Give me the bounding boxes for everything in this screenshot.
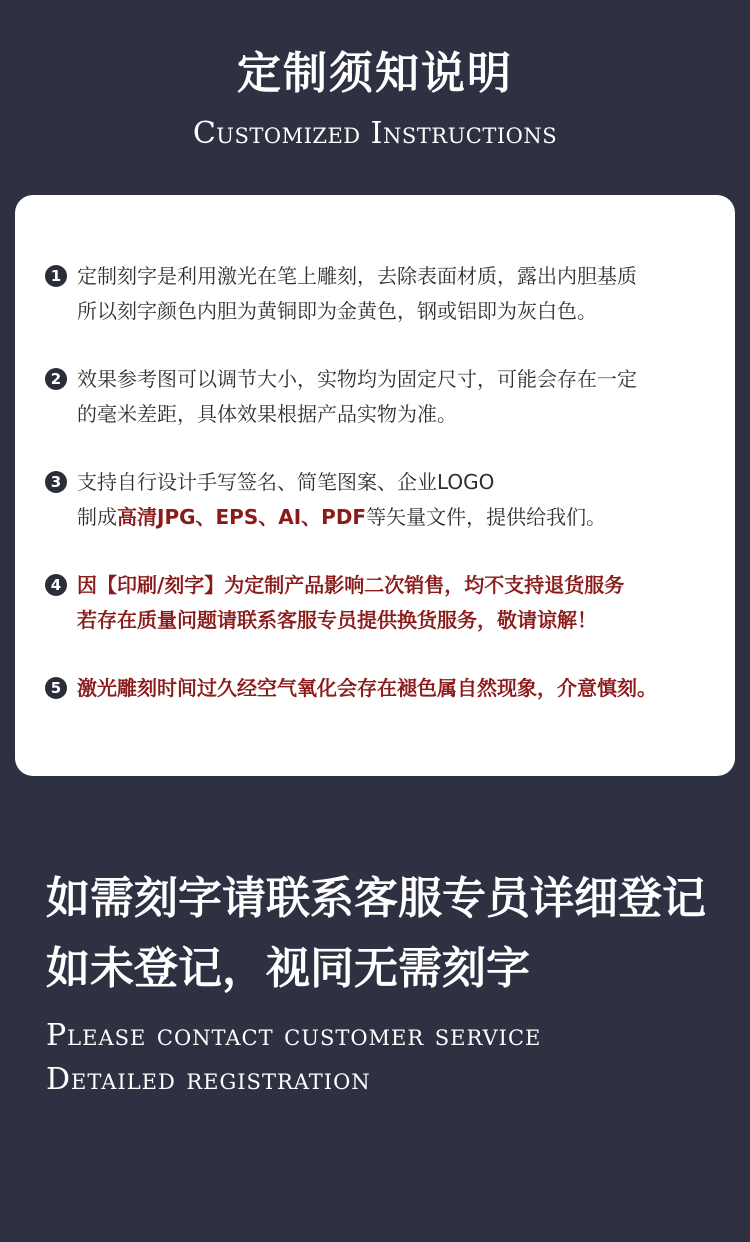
instruction-3-line-2-post: 等矢量文件，提供给我们。 xyxy=(366,505,607,529)
instruction-4-line-2: 若存在质量问题请联系客服专员提供换货服务，敬请谅解！ xyxy=(77,608,597,632)
number-badge-4: 4 xyxy=(45,574,67,596)
number-badge-5: 5 xyxy=(45,677,67,699)
page-title: 定制须知说明 xyxy=(237,48,513,99)
number-badge-3: 3 xyxy=(45,471,67,493)
instructions-card xyxy=(15,195,735,776)
instruction-item-5 xyxy=(45,671,717,706)
instruction-5-line-1: 激光雕刻时间过久经空气氧化会存在褪色属自然现象，介意慎刻。 xyxy=(77,676,657,700)
file-formats-highlight: 高清JPG、EPS、AI、PDF xyxy=(117,505,367,529)
instruction-item-4 xyxy=(45,568,717,638)
number-badge-2: 2 xyxy=(45,368,67,390)
engraving-notice-en-line-2: Detailed registration xyxy=(46,1062,371,1097)
instruction-3-line-1: 支持自行设计手写签名、简笔图案、企业LOGO xyxy=(77,470,495,494)
engraving-notice-line-2: 如未登记，视同无需刻字 xyxy=(46,943,530,994)
instruction-2-line-1: 效果参考图可以调节大小，实物均为固定尺寸，可能会存在一定 xyxy=(77,367,637,391)
instruction-item-1 xyxy=(45,259,717,329)
instruction-2-line-2: 的毫米差距，具体效果根据产品实物为准。 xyxy=(77,402,457,426)
instruction-3-line-2 xyxy=(77,500,717,535)
page-subtitle: Customized Instructions xyxy=(192,116,558,151)
instruction-3-line-2-pre: 制成 xyxy=(77,505,117,529)
instruction-1-line-2: 所以刻字颜色内胆为黄铜即为金黄色，钢或铝即为灰白色。 xyxy=(77,299,597,323)
instruction-1-line-1: 定制刻字是利用激光在笔上雕刻，去除表面材质，露出内胆基质 xyxy=(77,264,637,288)
instruction-item-2 xyxy=(45,362,717,432)
engraving-notice-en-line-1: Please contact customer service xyxy=(46,1018,542,1053)
number-badge-1: 1 xyxy=(45,265,67,287)
engraving-notice-line-1: 如需刻字请联系客服专员详细登记 xyxy=(46,873,706,924)
instruction-4-line-1: 因【印刷/刻字】为定制产品影响二次销售，均不支持退货服务 xyxy=(77,573,625,597)
instruction-item-3 xyxy=(45,465,717,535)
